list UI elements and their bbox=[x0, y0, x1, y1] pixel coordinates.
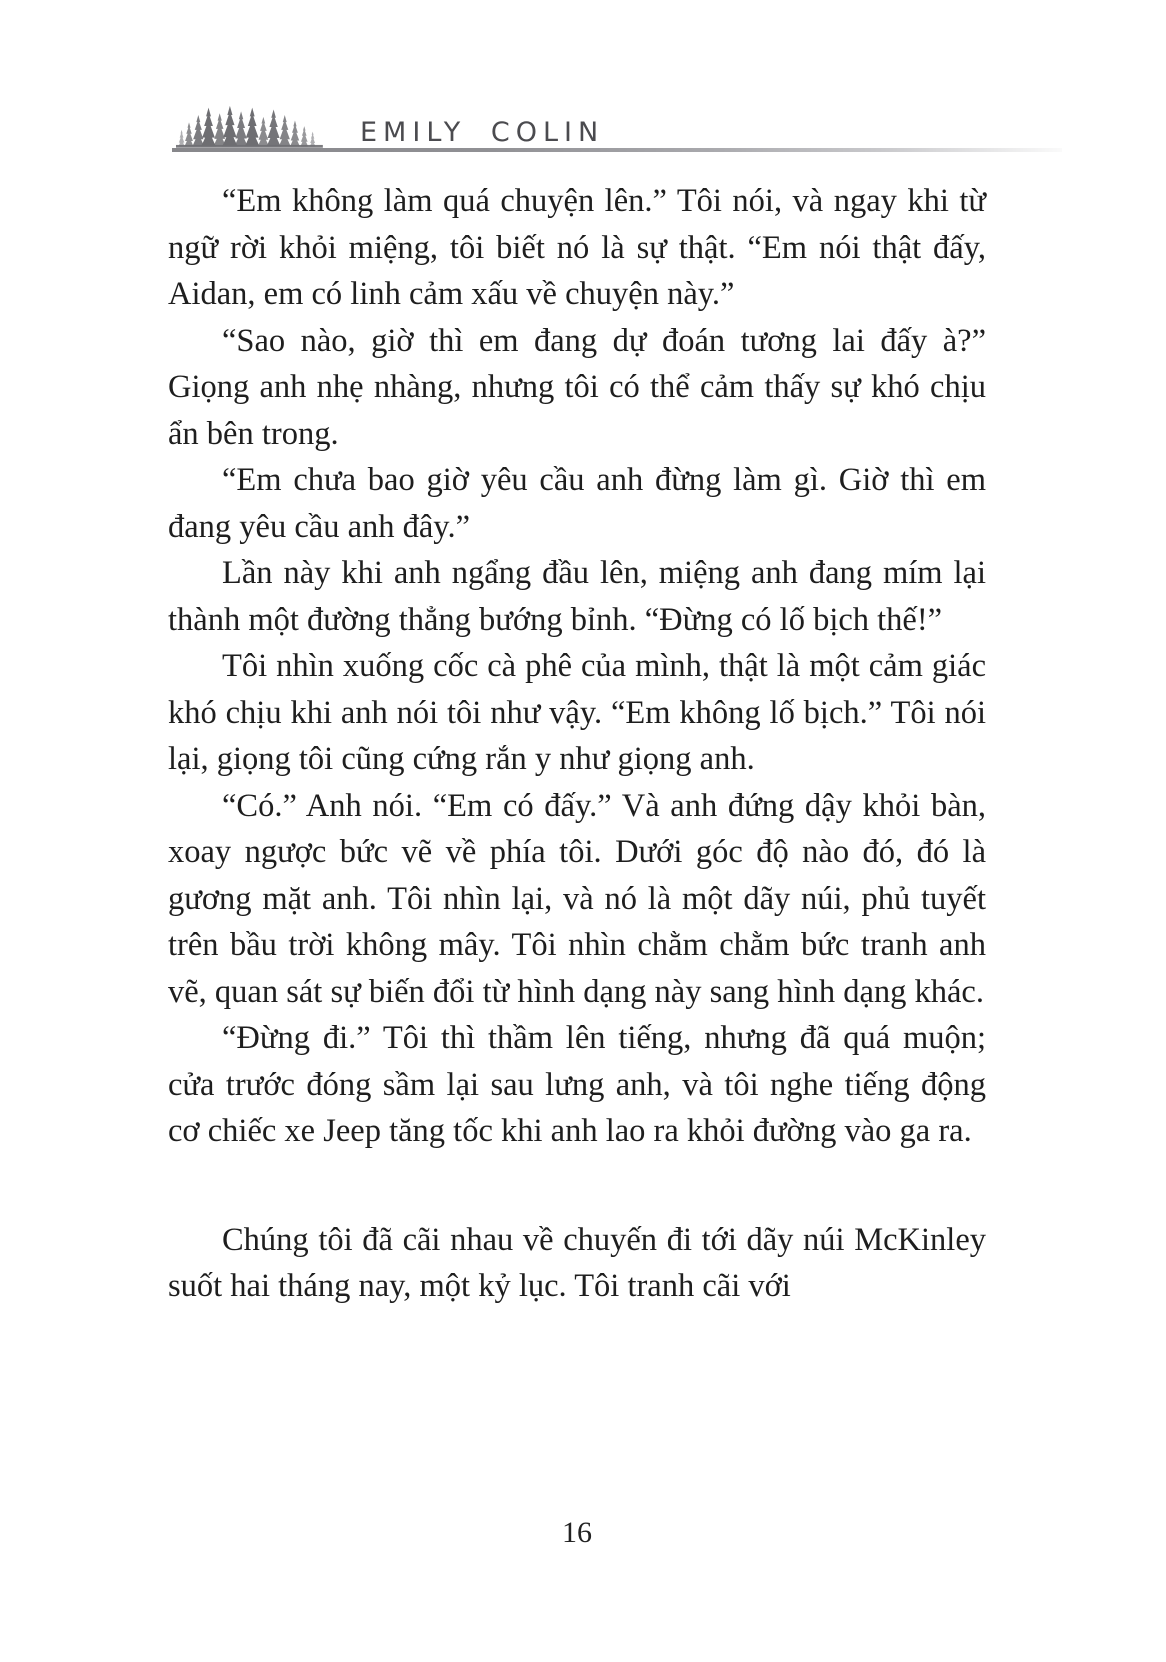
paragraph: Tôi nhìn xuống cốc cà phê của mình, thật là một cảm giác khó chịu khi anh nói tôi như vậy. “Em không lố bịch.” Tôi nói lại, giọng tôi cũng cứng rắn y như giọng anh. bbox=[168, 648, 986, 777]
paragraph: “Em chưa bao giờ yêu cầu anh đừng làm gì. Giờ thì em đang yêu cầu anh đây.” bbox=[168, 462, 986, 545]
paragraph: “Đừng đi.” Tôi thì thầm lên tiếng, nhưng đã quá muộn; cửa trước đóng sầm lại sau lưng anh, và tôi nghe tiếng động cơ chiếc xe Jeep tăng tốc khi anh lao ra khỏi đường vào ga ra. bbox=[168, 1020, 986, 1149]
page-number: 16 bbox=[562, 1516, 592, 1549]
paragraph: Lần này khi anh ngẩng đầu lên, miệng anh đang mím lại thành một đường thẳng bướng bỉnh. “Đừng có lố bịch thế!” bbox=[168, 555, 986, 638]
page-header bbox=[172, 104, 1062, 152]
header-rule bbox=[172, 148, 1062, 152]
paragraph: “Sao nào, giờ thì em đang dự đoán tương lai đấy à?” Giọng anh nhẹ nhàng, nhưng tôi có thể cảm thấy sự khó chịu ẩn bên trong. bbox=[168, 322, 986, 452]
paragraph: Chúng tôi đã cãi nhau về chuyến đi tới dãy núi McKinley suốt hai tháng nay, một kỷ lục. Tôi tranh cãi với bbox=[168, 1221, 986, 1304]
paragraph: “Em không làm quá chuyện lên.” Tôi nói, và ngay khi từ ngữ rời khỏi miệng, tôi biết nó là sự thật. “Em nói thật đấy, Aidan, em có linh cảm xấu về chuyện này.” bbox=[168, 183, 986, 312]
forest-icon bbox=[176, 104, 334, 150]
author-name: EMILY COLIN bbox=[360, 117, 605, 148]
body-text bbox=[168, 178, 986, 1310]
paragraph: “Có.” Anh nói. “Em có đấy.” Và anh đứng dậy khỏi bàn, xoay ngược bức vẽ về phía tôi. Dưới góc độ nào đó, đó là gương mặt anh. Tôi nhìn lại, và nó là một dãy núi, phủ tuyết trên bầu trời không mây. Tôi nhìn chằm chằm bức tranh anh vẽ, quan sát sự biến đổi từ hình dạng này sang hình dạng khác. bbox=[168, 787, 986, 1010]
